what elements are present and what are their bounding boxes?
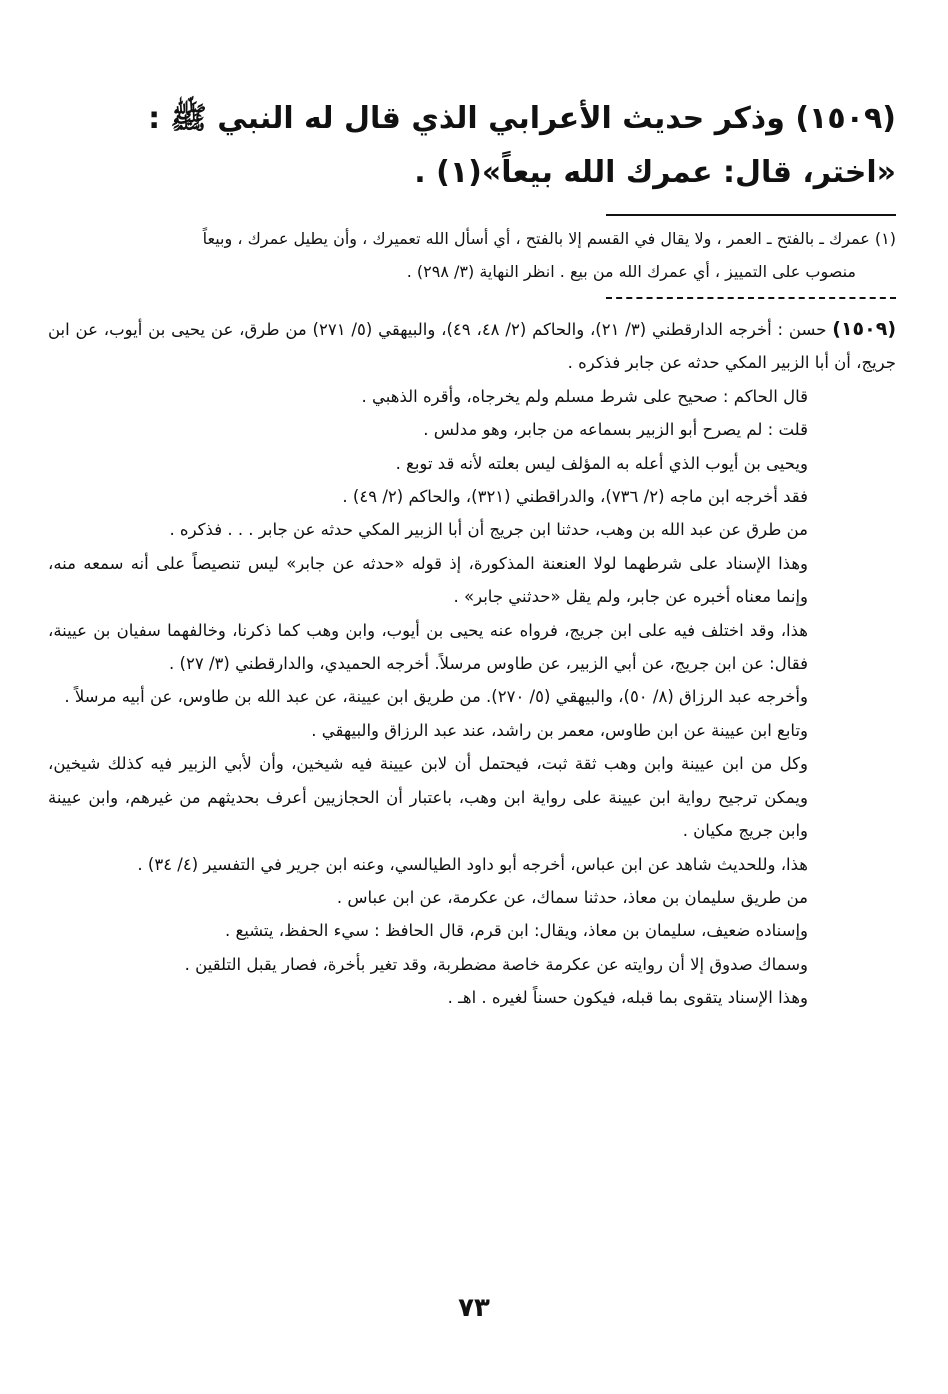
commentary-paragraph: وتابع ابن عيينة عن ابن طاوس، معمر بن راشد، عند عبد الرزاق والبيهقي . (311, 720, 808, 740)
commentary-first-text: حسن : أخرجه الدارقطني (٣/ ٢١)، والحاكم (٢/ ٤٨، ٤٩)، والبيهقي (٥/ ٢٧١) من طرق، عن يحيى بن أيوب، عن ابن جريج، أن أبا الزبير المكي حدثه عن جابر فذكره . (48, 320, 896, 373)
commentary-paragraph: قلت : لم يصرح أبو الزبير بسماعه من جابر، وهو مدلس . (423, 420, 808, 440)
hadith-number: (١٥٠٩) (795, 101, 896, 136)
commentary-paragraph: ويحيى بن أيوب الذي أعله به المؤلف ليس بعلته لأنه قد توبع . (395, 453, 808, 473)
commentary-paragraph: من طريق سليمان بن معاذ، حدثنا سماك، عن عكرمة، عن ابن عباس . (336, 887, 808, 907)
commentary-paragraph: من طرق عن عبد الله بن وهب، حدثنا ابن جريج أن أبا الزبير المكي حدثه عن جابر . . . فذكره . (169, 520, 808, 540)
commentary-paragraph: وسماك صدوق إلا أن روايته عن عكرمة خاصة مضطربة، وقد تغير بأخرة، فصار يقبل التلقين . (184, 954, 808, 974)
footnote-marker: (١) (874, 229, 896, 248)
commentary (48, 313, 896, 1015)
commentary-number: (١٥٠٩) (832, 318, 897, 340)
commentary-paragraph: وكل من ابن عيينة وابن وهب ثقة ثبت، فيحتمل أن لابن عيينة فيه شيخين، وأن لأبي الزبير فيه كذلك شيخين، ويمكن ترجيح رواية ابن عيينة على رواية ابن وهب، باعتبار أن الحجازيين أعرف بحديثهم من غيرهم، وابن عيينة وابن جريج مكيان . (48, 754, 808, 841)
commentary-paragraph: وإسناده ضعيف، سليمان بن معاذ، ويقال: ابن قرم، قال الحافظ : سيء الحفظ، يتشيع . (224, 921, 808, 941)
page-number: ٧٣ (458, 1293, 490, 1323)
commentary-paragraph: فقد أخرجه ابن ماجه (٢/ ٧٣٦)، والدراقطني (٣٢١)، والحاكم (٢/ ٤٩) . (342, 487, 808, 507)
commentary-paragraph: وأخرجه عبد الرزاق (٨/ ٥٠)، والبيهقي (٥/ ٢٧٠). من طريق ابن عيينة، عن عبد الله بن طاوس، عن أبيه مرسلاً . (64, 687, 808, 707)
hadith-body: وذكر حديث الأعرابي الذي قال له النبي ﷺ : «اختر، قال: عمرك الله بيعاً»(١) . (148, 101, 896, 190)
commentary-paragraph: هذا، وللحديث شاهد عن ابن عباس، أخرجه أبو داود الطيالسي، وعنه ابن جرير في التفسير (٤/ ٣٤) . (137, 854, 808, 874)
commentary-paragraph: وهذا الإسناد على شرطهما لولا العنعنة المذكورة، إذ قوله «حدثه عن جابر» ليس تنصيصاً على أنه سمعه منه، وإنما معناه أخبره عن جابر، ولم يقل «حدثني جابر» . (48, 553, 808, 607)
hadith-text (46, 92, 896, 200)
commentary-first-paragraph (48, 313, 896, 380)
footnote-line-1: عمرك ـ بالفتح ـ العمر ، ولا يقال في القسم إلا بالفتح ، أي أسأل الله تعميرك ، وأن يطيل عمرك ، وبيعاً (202, 229, 870, 248)
commentary-separator (606, 297, 896, 299)
footnote-line-2: منصوب على التمييز ، أي عمرك الله من بيع . انظر النهاية (٣/ ٢٩٨) . (406, 262, 856, 281)
commentary-paragraph: وهذا الإسناد يتقوى بما قبله، فيكون حسناً لغيره . اهـ . (447, 988, 808, 1008)
footnote (51, 222, 896, 288)
commentary-paragraph: هذا، وقد اختلف فيه على ابن جريج، فرواه عنه يحيى بن أيوب، وابن وهب كما ذكرنا، وخالفهما سفيان بن عيينة، فقال: عن ابن جريج، عن أبي الزبير، عن طاوس مرسلاً. أخرجه الحميدي، والدارقطني (٣/ ٢٧) . (48, 620, 808, 674)
commentary-paragraph: قال الحاكم : صحيح على شرط مسلم ولم يخرجاه، وأقره الذهبي . (361, 386, 808, 406)
footnote-separator (606, 214, 896, 216)
